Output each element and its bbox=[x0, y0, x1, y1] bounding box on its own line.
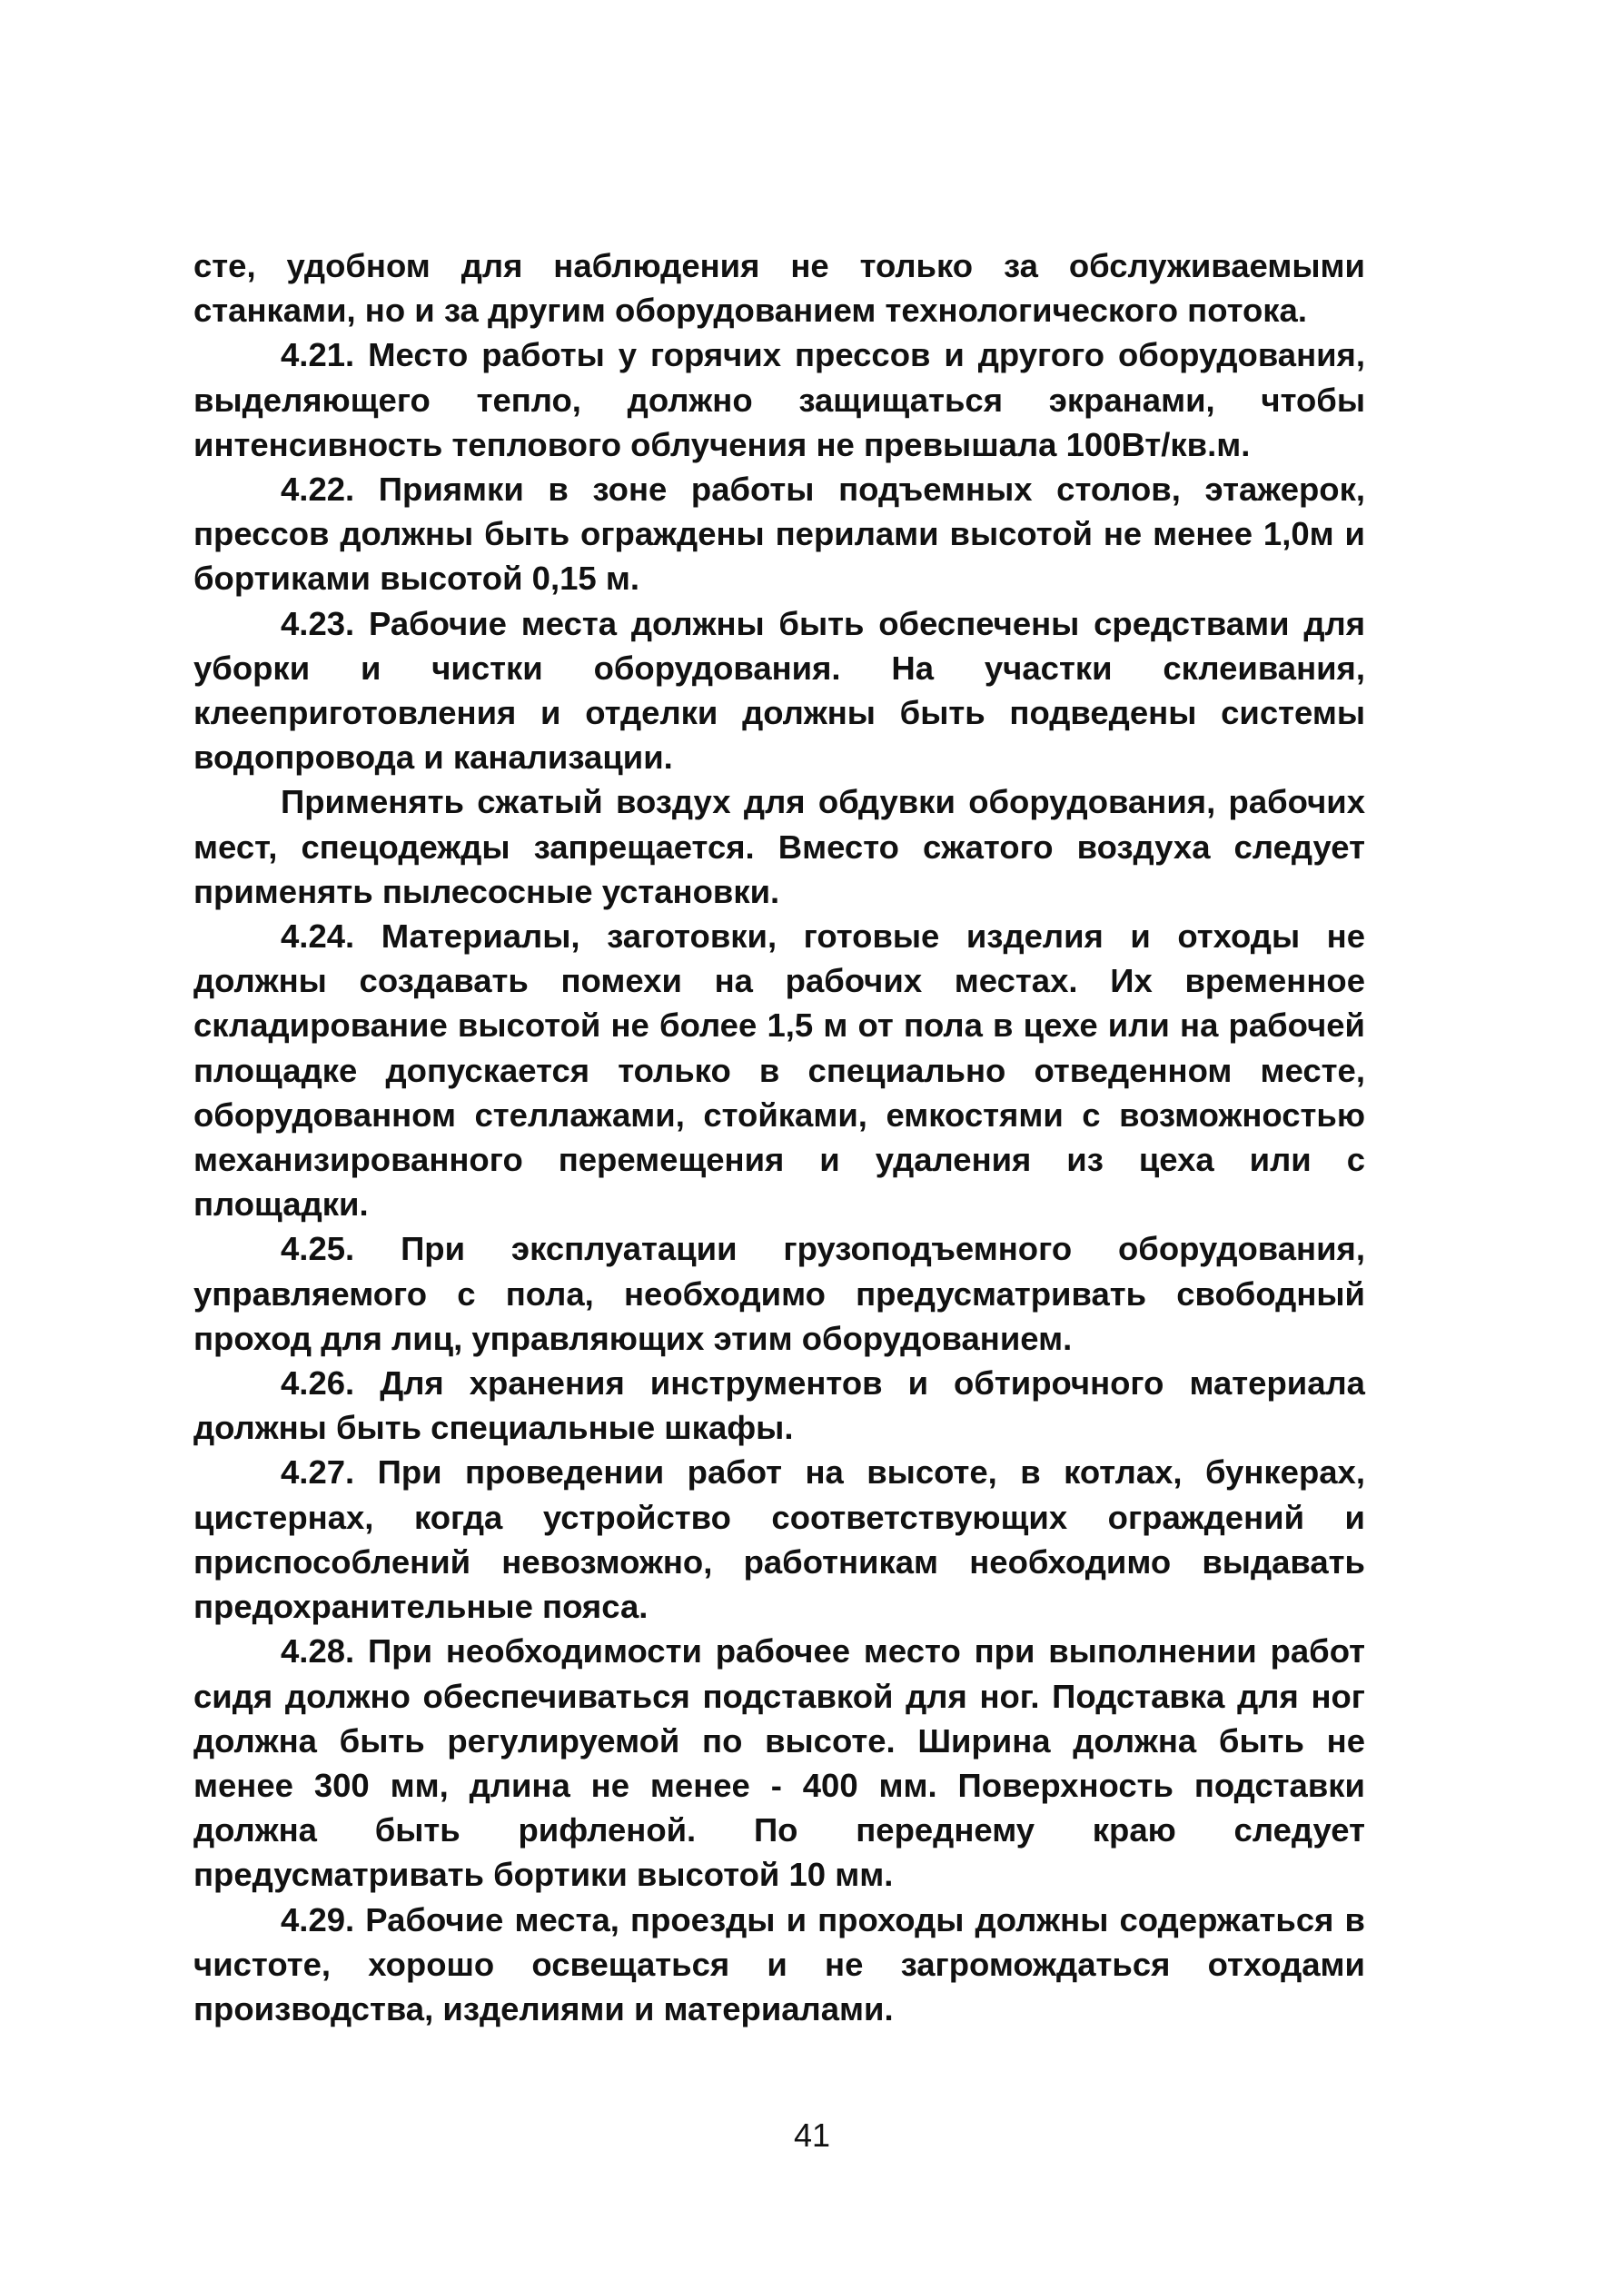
paragraph-4-21: 4.21. Место работы у горячих прессов и другого оборудования, выделяющего тепло, должно защищаться экранами, чтобы интенсивность теплового облучения не превышала 100Вт/кв.м. bbox=[193, 336, 1365, 463]
paragraph-compressed-air: Применять сжатый воздух для обдувки оборудования, рабочих мест, спецодежды запрещается. Вместо сжатого воздуха следует применять пылесосные установки. bbox=[193, 783, 1365, 910]
page-number: 41 bbox=[793, 2117, 831, 2154]
paragraph-4-24: 4.24. Материалы, заготовки, готовые изделия и отходы не должны создавать помехи на рабочих местах. Их временное складирование высотой не более 1,5 м от пола в цехе или на рабочей площадке допускается только в специально отведенном месте, оборудованном стеллажами, стойками, емкостями с возможностью механизированного перемещения и удаления из цеха или с площадки. bbox=[193, 917, 1365, 1224]
paragraph-4-29: 4.29. Рабочие места, проезды и проходы должны содержаться в чистоте, хорошо освещаться и не загромождаться отходами производства, изделиями и материалами. bbox=[193, 1900, 1365, 2027]
paragraph-4-26: 4.26. Для хранения инструментов и обтирочного материала должны быть специальные шкафы. bbox=[193, 1364, 1365, 1447]
paragraph-4-22: 4.22. Приямки в зоне работы подъемных столов, этажерок, прессов должны быть ограждены перилами высотой не менее 1,0м и бортиками высотой 0,15 м. bbox=[193, 471, 1365, 598]
paragraph-4-25: 4.25. При эксплуатации грузоподъемного оборудования, управляемого с пола, необходимо предусматривать свободный проход для лиц, управляющих этим оборудованием. bbox=[193, 1230, 1365, 1357]
paragraph-4-27: 4.27. При проведении работ на высоте, в котлах, бункерах, цистернах, когда устройство соответствующих ограждений и приспособлений невозможно, работникам необходимо выдавать предохранительные пояса. bbox=[193, 1453, 1365, 1626]
paragraph-4-23: 4.23. Рабочие места должны быть обеспечены средствами для уборки и чистки оборудования. На участки склеивания, клееприготовления и отделки должны быть подведены системы водопровода и канализации. bbox=[193, 604, 1365, 777]
body-text bbox=[193, 243, 1365, 2031]
paragraph-4-28: 4.28. При необходимости рабочее место при выполнении работ сидя должно обеспечиваться подставкой для ног. Подставка для ног должна быть регулируемой по высоте. Ширина должна быть не менее 300 мм, длина не менее - 400 мм. Поверхность подставки должна быть рифленой. По переднему краю следует предусматривать бортики высотой 10 мм. bbox=[193, 1632, 1365, 1894]
paragraph-continuation: сте, удобном для наблюдения не только за обслуживаемыми станками, но и за другим оборудованием технологического потока. bbox=[193, 247, 1365, 330]
